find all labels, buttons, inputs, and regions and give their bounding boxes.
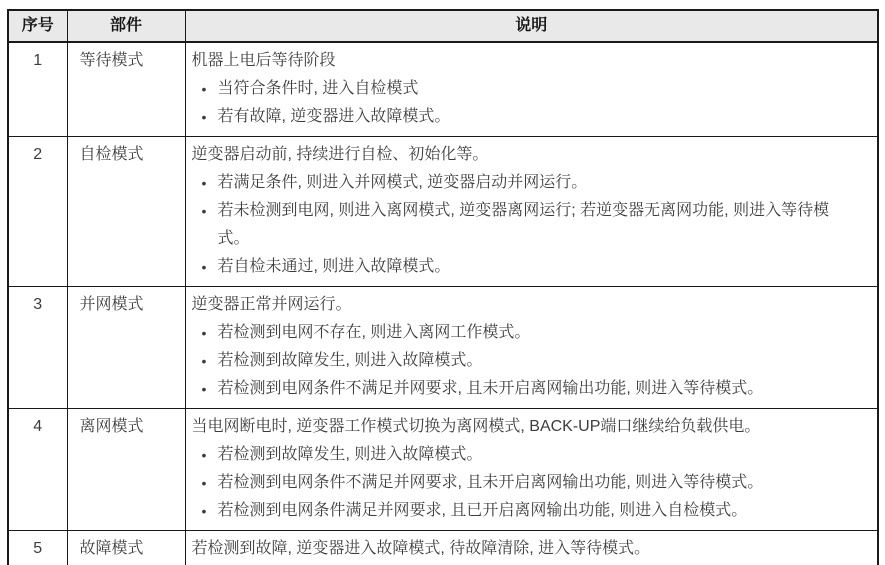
bullet-icon: • [201, 325, 207, 341]
mode-description-intro: 若检测到故障, 逆变器进入故障模式, 待故障清除, 进入等待模式。 [191, 540, 651, 557]
table-row [8, 531, 878, 565]
cell-row-number: 3 [8, 287, 67, 409]
cell-mode-description [185, 531, 878, 565]
bullet-item [192, 469, 860, 497]
bullet-text: 若检测到电网不存在, 则进入离网工作模式。 [217, 324, 531, 341]
bullet-text: 若未检测到电网, 则进入离网模式, 逆变器离网运行; 若逆变器无离网功能, 则进入等待模式。 [217, 202, 830, 247]
mode-description-intro: 当电网断电时, 逆变器工作模式切换为离网模式, BACK-UP端口继续给负载供电。 [191, 418, 761, 435]
bullet-text: 若检测到电网条件不满足并网要求, 且未开启离网输出功能, 则进入等待模式。 [217, 474, 764, 491]
mode-bullet-list [192, 441, 860, 525]
bullet-text: 若检测到电网条件不满足并网要求, 且未开启离网输出功能, 则进入等待模式。 [217, 380, 764, 397]
cell-mode-description [185, 137, 878, 287]
bullet-item [192, 441, 860, 469]
bullet-icon: • [201, 381, 207, 397]
mode-bullet-list [192, 319, 860, 403]
bullet-text: 若满足条件, 则进入并网模式, 逆变器启动并网运行。 [217, 174, 588, 191]
mode-bullet-list [192, 169, 860, 281]
bullet-text: 若自检未通过, 则进入故障模式。 [217, 258, 451, 275]
bullet-icon: • [201, 259, 207, 275]
modes-table [7, 9, 879, 565]
bullet-item [192, 347, 860, 375]
cell-mode-name: 并网模式 [67, 287, 185, 409]
bullet-text: 当符合条件时, 进入自检模式 [217, 80, 419, 97]
bullet-text: 若检测到故障发生, 则进入故障模式。 [217, 446, 483, 463]
cell-mode-description [185, 409, 878, 531]
cell-mode-name: 离网模式 [67, 409, 185, 531]
table-row [8, 42, 878, 137]
bullet-icon: • [201, 109, 207, 125]
mode-bullet-list [192, 75, 860, 131]
bullet-item [192, 169, 860, 197]
bullet-text: 若检测到电网条件满足并网要求, 且已开启离网输出功能, 则进入自检模式。 [217, 502, 748, 519]
bullet-icon: • [201, 475, 207, 491]
bullet-item [192, 497, 860, 525]
cell-mode-name: 故障模式 [67, 531, 185, 565]
table-row [8, 287, 878, 409]
bullet-icon: • [201, 175, 207, 191]
cell-row-number: 1 [8, 42, 67, 137]
bullet-icon: • [201, 447, 207, 463]
cell-mode-description [185, 42, 878, 137]
cell-mode-name: 等待模式 [67, 42, 185, 137]
cell-mode-name: 自检模式 [67, 137, 185, 287]
mode-description-intro: 机器上电后等待阶段 [191, 52, 336, 69]
cell-row-number: 5 [8, 531, 67, 565]
bullet-icon: • [201, 353, 207, 369]
bullet-icon: • [201, 503, 207, 519]
bullet-text: 若有故障, 逆变器进入故障模式。 [217, 108, 451, 125]
bullet-item [192, 375, 860, 403]
table-row [8, 409, 878, 531]
bullet-item [192, 197, 860, 253]
bullet-item [192, 103, 860, 131]
mode-description-intro: 逆变器正常并网运行。 [191, 296, 352, 313]
header-cell-number: 序号 [8, 10, 67, 42]
bullet-item [192, 319, 860, 347]
bullet-icon: • [201, 203, 207, 219]
cell-mode-description [185, 287, 878, 409]
cell-row-number: 2 [8, 137, 67, 287]
bullet-icon: • [201, 81, 207, 97]
mode-description-intro: 逆变器启动前, 持续进行自检、初始化等。 [191, 146, 489, 163]
header-row [8, 10, 878, 42]
bullet-item [192, 75, 860, 103]
header-cell-description: 说明 [185, 10, 878, 42]
table-row [8, 137, 878, 287]
cell-row-number: 4 [8, 409, 67, 531]
header-cell-part: 部件 [67, 10, 185, 42]
bullet-item [192, 253, 860, 281]
bullet-text: 若检测到故障发生, 则进入故障模式。 [217, 352, 483, 369]
